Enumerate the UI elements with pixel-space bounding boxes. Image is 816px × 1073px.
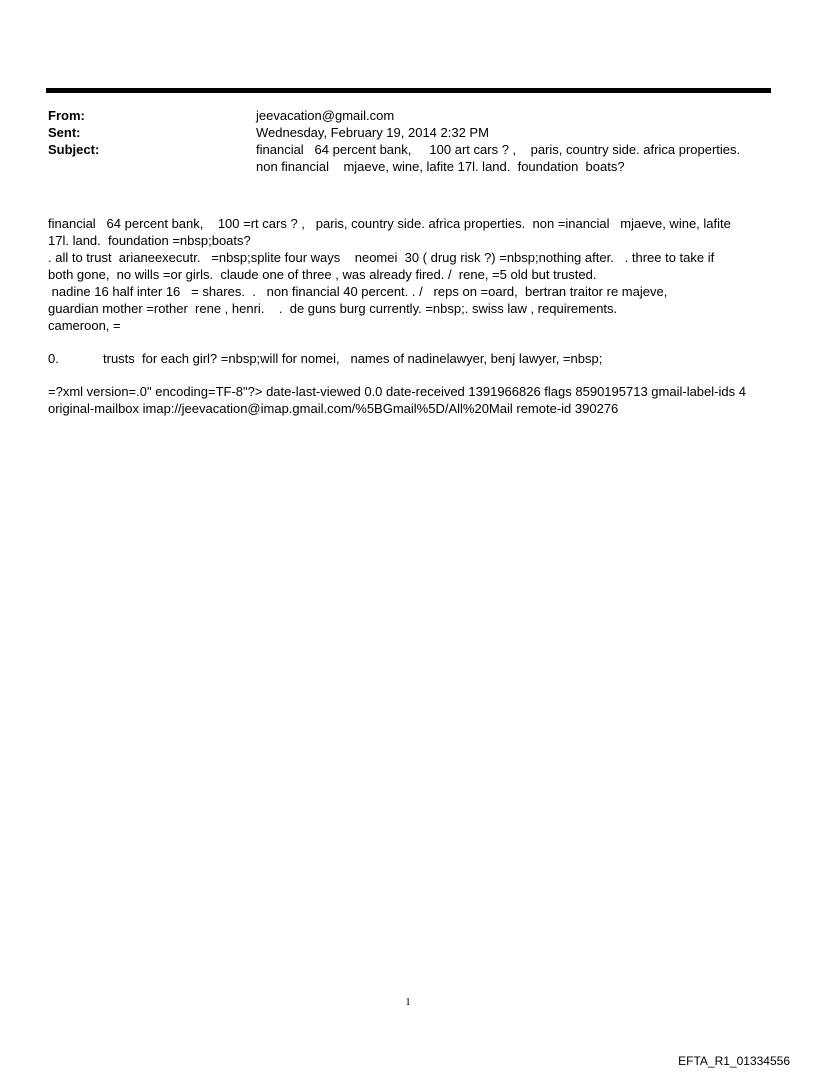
body-line-1: financial 64 percent bank, 100 =rt cars ? , paris, country side. africa properties. non =inancial mjaeve, wine, lafite xyxy=(48,216,731,231)
email-header xyxy=(48,107,768,175)
body-line-5: nadine 16 half inter 16 = shares. . non financial 40 percent. . / reps on =oard, bertran traitor re majeve, xyxy=(48,284,668,299)
body-line-2: 17l. land. foundation =nbsp;boats? xyxy=(48,233,251,248)
metadata-line-1: =?xml version=.0" encoding=TF-8"?> date-last-viewed 0.0 date-received 1391966826 flags 8590195713 gmail-label-ids 4 xyxy=(48,384,746,399)
numbered-item-marker: 0. xyxy=(48,351,59,366)
body-line-4: both gone, no wills =or girls. claude one of three , was already fired. / rene, =5 old but trusted. xyxy=(48,267,597,282)
numbered-item-text: trusts for each girl? =nbsp;will for nomei, names of nadinelawyer, benj lawyer, =nbsp; xyxy=(103,351,603,366)
subject-row xyxy=(48,141,768,175)
header-rule xyxy=(46,88,771,93)
subject-label: Subject: xyxy=(48,142,100,157)
sent-value: Wednesday, February 19, 2014 2:32 PM xyxy=(256,125,489,140)
email-body xyxy=(48,215,768,417)
from-label: From: xyxy=(48,108,85,123)
body-line-3: . all to trust arianeexecutr. =nbsp;splite four ways neomei 30 ( drug risk ?) =nbsp;nothing after. . three to take if xyxy=(48,250,715,265)
sent-label: Sent: xyxy=(48,125,81,140)
from-row xyxy=(48,107,768,124)
numbered-item xyxy=(48,350,768,367)
body-line-6: guardian mother =rother rene , henri. . de guns burg currently. =nbsp;. swiss law , requirements. xyxy=(48,301,618,316)
sent-row xyxy=(48,124,768,141)
spacer xyxy=(48,334,768,350)
subject-value xyxy=(256,141,768,175)
subject-line-2: non financial mjaeve, wine, lafite 17l. land. foundation boats? xyxy=(256,159,625,174)
spacer xyxy=(48,367,768,383)
document-id: EFTA_R1_01334556 xyxy=(678,1054,790,1068)
from-value: jeevacation@gmail.com xyxy=(256,108,395,123)
metadata-line-2: original-mailbox imap://jeevacation@imap.gmail.com/%5BGmail%5D/All%20Mail remote-id 390276 xyxy=(48,401,619,416)
page-number: 1 xyxy=(405,996,411,1008)
body-line-7: cameroon, = xyxy=(48,318,121,333)
subject-line-1: financial 64 percent bank, 100 art cars ? , paris, country side. africa properties. xyxy=(256,142,741,157)
